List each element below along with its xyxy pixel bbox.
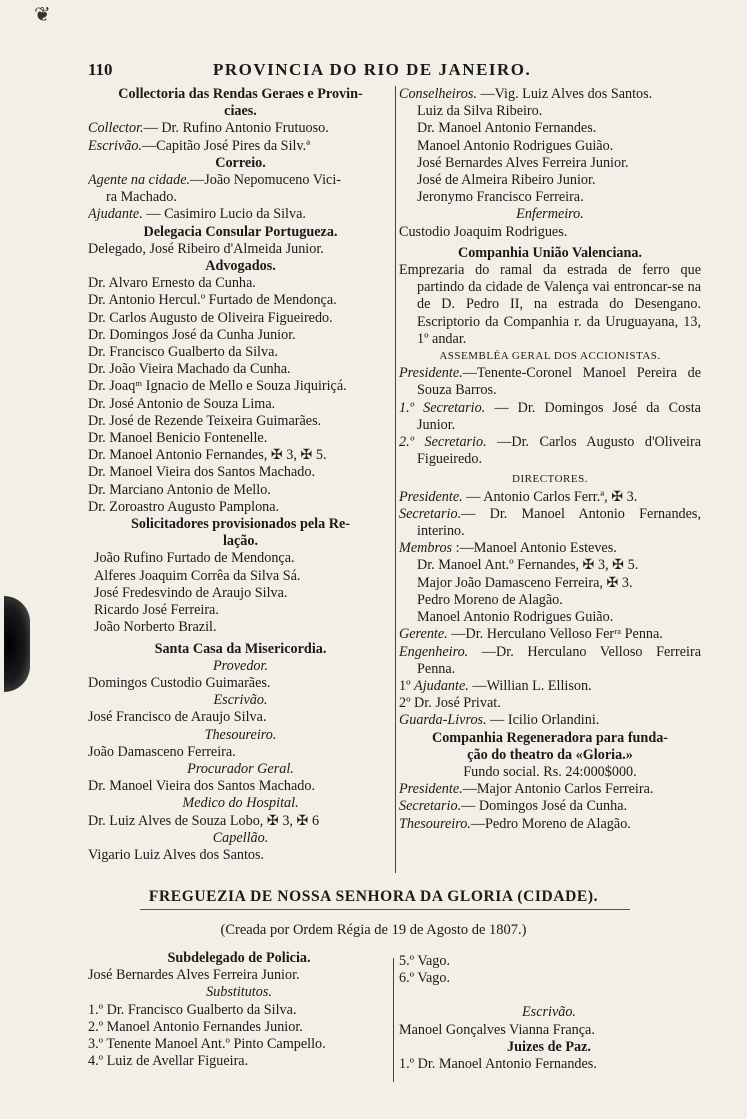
list-item: José Bernardes Alves Ferreira Junior. — [417, 154, 629, 171]
list-item: Dr. Domingos José da Cunha Junior. — [88, 326, 296, 343]
list-item: Dr. Luiz Alves de Souza Lobo, ✠ 3, ✠ 6 — [88, 812, 320, 829]
list-item: Dr. Antonio Hercul.º Furtado de Mendonça. — [88, 292, 337, 309]
engenheiro-entry: Engenheiro. —Dr. Herculano Velloso Ferreira Penna. — [399, 643, 701, 677]
secretario-1-entry: 1.º Secretario. — Dr. Domingos José da Costa Junior. — [399, 399, 701, 433]
list-item: Domingos Custodio Guimarães. — [88, 674, 271, 691]
gloria-title: FREGUEZIA DE NOSSA SENHORA DA GLORIA (CIDADE). — [148, 888, 599, 905]
role-label: Procurador Geral. — [187, 760, 294, 777]
conselheiros-list — [399, 103, 701, 206]
list-item: Dr. Manoel Vieira dos Santos Machado. — [88, 464, 316, 481]
escrivao-entry: Escrivão.—Capitão José Pires da Silv.ª — [88, 137, 311, 154]
dir-secretario-entry: Secretario.— Dr. Manoel Antonio Fernandes, interino. — [399, 505, 701, 540]
role-label: Provedor. — [212, 657, 269, 674]
right-column — [399, 86, 701, 833]
role-label: Escrivão. — [213, 692, 268, 709]
secretario-2-entry: 2.º Secretario. —Dr. Carlos Augusto d'Oliveira Figueiredo. — [399, 434, 701, 468]
conselheiros-entry: Conselheiros. —Vig. Luiz Alves dos Santos. — [399, 86, 653, 102]
gloria-left-column — [88, 950, 390, 1070]
list-item: João Rufino Furtado de Mendonça. — [94, 550, 295, 567]
left-column — [88, 86, 393, 864]
assembleia-heading: ASSEMBLÉA GERAL DOS ACCIONISTAS. — [439, 350, 661, 363]
list-item: José Francisco de Araujo Silva. — [88, 709, 267, 726]
list-item: Dr. Alvaro Ernesto da Cunha. — [88, 275, 256, 292]
list-item: Ricardo José Ferreira. — [94, 602, 219, 619]
list-item: 2.º Manoel Antonio Fernandes Junior. — [88, 1018, 303, 1035]
list-item: Dr. João Vieira Machado da Cunha. — [88, 361, 291, 378]
list-item: 6.º Vago. — [399, 970, 451, 987]
list-item: Alferes Joaquim Corrêa da Silva Sá. — [94, 567, 301, 584]
page-number: 110 — [88, 60, 113, 79]
list-item: Vigario Luiz Alves dos Santos. — [88, 846, 265, 863]
role-label: Substitutos. — [206, 984, 272, 1001]
column-rule — [395, 86, 396, 873]
scan-thumb-shadow — [4, 596, 30, 692]
ajudante-1-entry: 1º Ajudante. —Willian L. Ellison. — [399, 677, 592, 694]
fundo-social: Fundo social. Rs. 24:000$000. — [463, 763, 637, 780]
agente-entry-cont: ra Machado. — [106, 189, 177, 206]
role-label: Escrivão. — [522, 1004, 576, 1021]
printer-ornament: ❦ — [34, 2, 51, 26]
list-item: Dr. Manoel Vieira dos Santos Machado. — [88, 778, 316, 795]
gloria-subtitle: (Creada por Ordem Régia de 19 de Agosto de 1807.) — [220, 922, 527, 938]
role-label: Medico do Hospital. — [182, 795, 299, 812]
delegacia-heading: Delegacia Consular Portugueza. — [143, 223, 338, 240]
membros-list — [399, 557, 701, 626]
juizes-heading: Juizes de Paz. — [507, 1038, 591, 1055]
reg-thesoureiro-entry: Thesoureiro.—Pedro Moreno de Alagão. — [399, 815, 631, 832]
section-divider — [140, 909, 630, 910]
list-item: Manoel Antonio Rodrigues Guião. — [417, 137, 614, 154]
list-item: 1.º Dr. Francisco Gualberto da Silva. — [88, 1001, 297, 1018]
solicitadores-heading: Solicitadores provisionados pela Re- lação. — [130, 516, 350, 550]
list-item: José de Almeira Ribeiro Junior. — [417, 172, 596, 189]
list-item: 4.º Luiz de Avellar Figueira. — [88, 1053, 249, 1070]
uniao-heading: Companhia União Valenciana. — [457, 244, 643, 261]
list-item: Dr. Manoel Benicio Fontenelle. — [88, 430, 268, 447]
presidente-entry: Presidente.—Tenente-Coronel Manoel Pereira de Souza Barros. — [399, 365, 701, 399]
advogados-heading: Advogados. — [205, 258, 276, 275]
list-item: Pedro Moreno de Alagão. — [417, 591, 563, 608]
ajudante-2-entry: 2º Dr. José Privat. — [399, 695, 501, 712]
reg-secretario-entry: Secretario.— Domingos José da Cunha. — [399, 798, 628, 815]
correio-heading: Correio. — [215, 154, 266, 171]
advogados-list — [88, 275, 393, 516]
guarda-livros-entry: Guarda-Livros. — Icilio Orlandini. — [399, 712, 600, 729]
list-item: Dr. Marciano Antonio de Mello. — [88, 481, 271, 498]
page-title: PROVINCIA DO RIO DE JANEIRO. — [213, 60, 532, 79]
list-item: Major João Damasceno Ferreira, ✠ 3. — [417, 574, 633, 591]
list-item: Dr. Joaqᵐ Ignacio de Mello e Souza Jiquiriçá. — [88, 378, 347, 395]
list-item: Dr. Carlos Augusto de Oliveira Figueiredo. — [88, 309, 333, 326]
list-item: 3.º Tenente Manoel Ant.º Pinto Campello. — [88, 1036, 326, 1053]
subdelegado-heading: Subdelegado de Policia. — [167, 950, 311, 966]
page-header — [88, 60, 688, 82]
santa-casa-list — [88, 658, 393, 864]
solicitadores-list — [88, 550, 393, 636]
list-item: Dr. Zoroastro Augusto Pamplona. — [88, 498, 280, 515]
membros-entry: Membros :—Manoel Antonio Esteves. — [399, 540, 617, 557]
reg-presidente-entry: Presidente.—Major Antonio Carlos Ferreira. — [399, 781, 654, 798]
regeneradora-heading: Companhia Regeneradora para funda- ção do theatro da «Gloria.» — [431, 729, 669, 763]
uniao-description: Emprezaria do ramal da estrada de ferro que partindo da cidade de Valença vai entroncar-se na de D. Pedro II, na estrada do Desengano. Escriptorio da Companhia r. da Uruguayana, 13, 1º andar. — [399, 262, 701, 347]
agente-entry: Agente na cidade.—João Nepomuceno Vici- — [88, 172, 342, 189]
collector-entry: Collector.— Dr. Rufino Antonio Frutuoso. — [88, 120, 329, 137]
list-item: Dr. José Antonio de Souza Lima. — [88, 395, 276, 412]
list-item: João Norberto Brazil. — [94, 619, 217, 636]
directores-heading: DIRECTORES. — [512, 473, 588, 486]
list-item: Dr. Manoel Antonio Fernandes, ✠ 3, ✠ 5. — [88, 447, 327, 464]
dir-presidente-entry: Presidente. — Antonio Carlos Ferr.ª, ✠ 3. — [399, 488, 638, 505]
list-item: Dr. José de Rezende Teixeira Guimarães. — [88, 412, 322, 429]
list-item: 1.º Dr. Manoel Antonio Fernandes. — [399, 1056, 597, 1073]
subdelegado-name: José Bernardes Alves Ferreira Junior. — [88, 967, 300, 984]
enfermeiro-entry: Custodio Joaquim Rodrigues. — [399, 223, 568, 240]
list-item: Luiz da Silva Ribeiro. — [417, 103, 543, 120]
list-item: Dr. Manoel Ant.º Fernandes, ✠ 3, ✠ 5. — [417, 557, 639, 574]
list-item: Dr. Manoel Antonio Fernandes. — [417, 120, 597, 137]
spacer — [399, 987, 699, 1004]
list-item: 5.º Vago. — [399, 953, 451, 969]
gloria-right-column — [399, 950, 699, 1073]
ajudante-entry: Ajudante. — Casimiro Lucio da Silva. — [88, 206, 306, 223]
list-item: Manoel Antonio Rodrigues Guião. — [417, 609, 614, 626]
santa-casa-heading: Santa Casa da Misericordia. — [154, 640, 327, 657]
role-label: Capellão. — [212, 829, 269, 846]
column-rule — [393, 958, 394, 1082]
list-item: João Damasceno Ferreira. — [88, 743, 236, 760]
role-label: Thesoureiro. — [204, 726, 277, 743]
list-item: Dr. Francisco Gualberto da Silva. — [88, 344, 278, 361]
list-item: José Fredesvindo de Araujo Silva. — [94, 584, 288, 601]
gerente-entry: Gerente. —Dr. Herculano Velloso Ferʳᵃ Penna. — [399, 626, 663, 643]
collectoria-heading: Collectoria das Rendas Geraes e Provin- ciaes. — [118, 86, 363, 120]
list-item: Jeronymo Francisco Ferreira. — [417, 189, 584, 206]
escrivao-entry: Manoel Gonçalves Vianna França. — [399, 1021, 595, 1038]
delegacia-entry: Delegado, José Ribeiro d'Almeida Junior. — [88, 240, 324, 257]
role-label: Enfermeiro. — [516, 206, 584, 223]
